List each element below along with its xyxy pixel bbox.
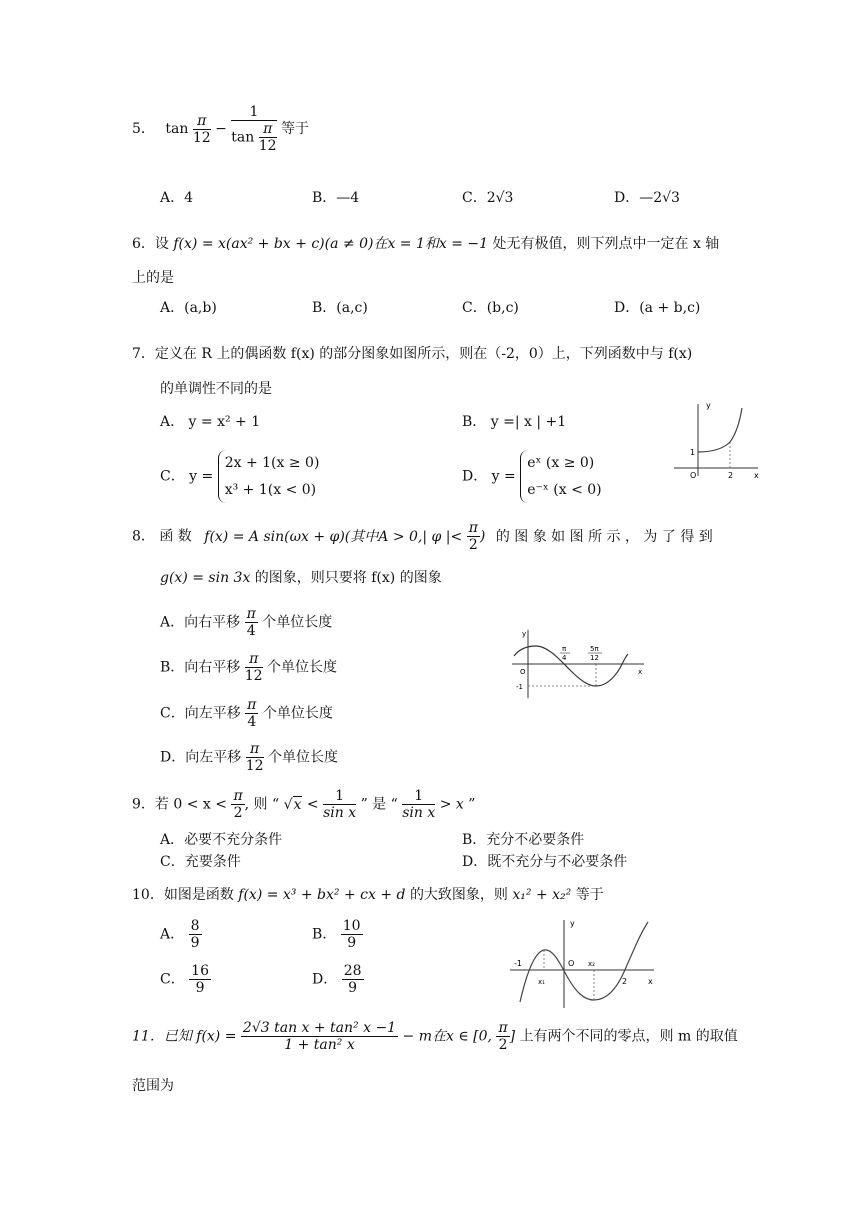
- q5-option-c: C．2√3: [462, 190, 514, 206]
- q10-y-label: y: [570, 919, 575, 928]
- q7-graph: [670, 400, 762, 480]
- q7-y-label: y: [706, 401, 711, 410]
- q7-tick-one: 1: [690, 448, 696, 457]
- q10-two: 2: [622, 977, 628, 986]
- q9-option-a: A．必要不充分条件: [160, 832, 283, 848]
- q7-curve: [698, 408, 742, 452]
- q8-y-label: y: [522, 630, 527, 638]
- q10-option-b: B． $\frac{10}{9}$: [312, 918, 361, 952]
- q8-stem-line2: g(x) = sin 3x 的图象，则只要将 f(x) 的图象: [160, 570, 442, 586]
- q8-option-c: C．向左平移 $\frac{\pi}{4}$ 个单位长度: [160, 697, 333, 731]
- q6-stem-line2: 上的是: [132, 270, 174, 286]
- q5-option-d: D．—2√3: [614, 190, 680, 206]
- q9-stem: 9．若 0 < x < $\frac{\pi}{2}$ , 则 “ √x < $\frac{1}{\text{sin x}}$ ” 是 “ $\frac{1}{\text{sin x}}$ > x ”: [132, 788, 476, 822]
- q11-stem-line1: 11．已知 f(x) = $\frac{\text{2√3 tan x + tan² x −1}}{\text{1 + tan² x}}$ − m在x ∈ [0, $\frac{\pi}{2}$ ] 上有两个不同的零点，则 m 的取值: [132, 1020, 738, 1054]
- q5-tan: tan: [165, 121, 189, 138]
- q10-origin: O: [568, 959, 575, 968]
- q6-math: f(x) = x(ax² + bx + c)(a ≠ 0)在x = 1和x = −1: [173, 236, 489, 252]
- q6-option-b: B．(a,c): [312, 300, 368, 316]
- q5-option-b: B．—4: [312, 190, 360, 206]
- q10-neg-one: -1: [514, 959, 522, 968]
- q8-tick2-num: 5π: [590, 645, 599, 653]
- q7-x-label: x: [754, 471, 759, 480]
- q7-stem-line2: 的单调性不同的是: [160, 381, 272, 397]
- q8-neg-one: -1: [516, 683, 523, 691]
- q7-stem-line1: 7．定义在 R 上的偶函数 f(x) 的部分图象如图所示，则在（-2，0）上，下列函数中与 f(x): [132, 346, 693, 362]
- q6-option-d: D．(a + b,c): [614, 300, 701, 316]
- q7-tick-two: 2: [728, 471, 734, 480]
- q8-origin: O: [520, 668, 526, 676]
- q11-fraction: $\frac{\text{2√3 tan x + tan² x −1}}{\text{1 + tan² x}}$: [242, 1020, 397, 1054]
- q8-option-a: A．向右平移 $\frac{\pi}{4}$ 个单位长度: [160, 606, 333, 640]
- q5-option-a: A．4: [160, 190, 194, 206]
- q5-stem: 5． tan $\frac{\pi}{12}$ − 1 tan $\frac{\pi}{12}$ 等于: [132, 104, 310, 155]
- q8-option-b: B．向右平移 $\frac{\pi}{12}$ 个单位长度: [160, 651, 338, 685]
- q8-option-d: D．向左平移 $\frac{\pi}{12}$ 个单位长度: [160, 741, 338, 775]
- q5-number: 5．: [132, 121, 155, 138]
- q10-cubic-curve: [520, 922, 648, 1002]
- q8-x-label: x: [638, 668, 643, 676]
- q5-fraction-pi-12: $\frac{\pi}{12}$: [192, 112, 211, 146]
- q10-option-c: C． $\frac{16}{9}$: [160, 963, 209, 997]
- q8-tick1-den: 4: [562, 654, 567, 662]
- q8-tick1-num: π: [562, 645, 567, 653]
- q9-option-d: D．既不充分与不必要条件: [462, 854, 628, 870]
- q7-option-a: A． y = x² + 1: [160, 414, 261, 430]
- q5-suffix: 等于: [281, 121, 310, 138]
- q7-d-piecewise: eˣ (x ≥ 0) e⁻ˣ (x < 0): [520, 450, 601, 503]
- q7-option-d: D． y = eˣ (x ≥ 0) e⁻ˣ (x < 0): [462, 450, 602, 503]
- q7-option-c: C． y = 2x + 1(x ≥ 0) x³ + 1(x < 0): [160, 450, 319, 503]
- q6-option-a: A．(a,b): [160, 300, 217, 316]
- q6-option-c: C．(b,c): [462, 300, 519, 316]
- q6-stem-line1: 6．设 f(x) = x(ax² + bx + c)(a ≠ 0)在x = 1和x = −1 处无有极值，则下列点中一定在 x 轴: [132, 236, 720, 252]
- q10-graph: [508, 916, 658, 1010]
- q8-stem-line1: 8． 函 数 f(x) = A sin(ωx + φ)(其中A > 0,| φ |< $\frac{\pi}{2}$ ) 的 图 象 如 图 所 示 ， 为 了 得 到: [132, 520, 713, 554]
- q5-fraction-reciprocal: 1 tan $\frac{\pi}{12}$: [231, 104, 277, 155]
- q10-option-a: A． $\frac{8}{9}$: [160, 918, 200, 952]
- q7-c-piecewise: 2x + 1(x ≥ 0) x³ + 1(x < 0): [218, 450, 320, 503]
- q10-x-label: x: [648, 977, 653, 986]
- q8-sine-curve: [514, 646, 628, 686]
- q10-option-d: D． $\frac{28}{9}$: [312, 963, 362, 997]
- q9-option-b: B．充分不必要条件: [462, 832, 585, 848]
- q10-x1: x₁: [538, 978, 545, 986]
- q7-option-b: B． y =| x | +1: [462, 414, 567, 430]
- q9-sqrt: √x: [283, 796, 302, 813]
- q11-stem-line2: 范围为: [132, 1078, 174, 1094]
- q8-graph: [510, 626, 650, 700]
- q9-option-c: C．充要条件: [160, 854, 241, 870]
- q10-stem: 10．如图是函数 f(x) = x³ + bx² + cx + d 的大致图象，则 x₁² + x₂² 等于: [132, 887, 604, 903]
- q7-origin: O: [690, 471, 697, 480]
- q8-tick2-den: 12: [590, 654, 599, 662]
- q10-x2: x₂: [588, 960, 595, 968]
